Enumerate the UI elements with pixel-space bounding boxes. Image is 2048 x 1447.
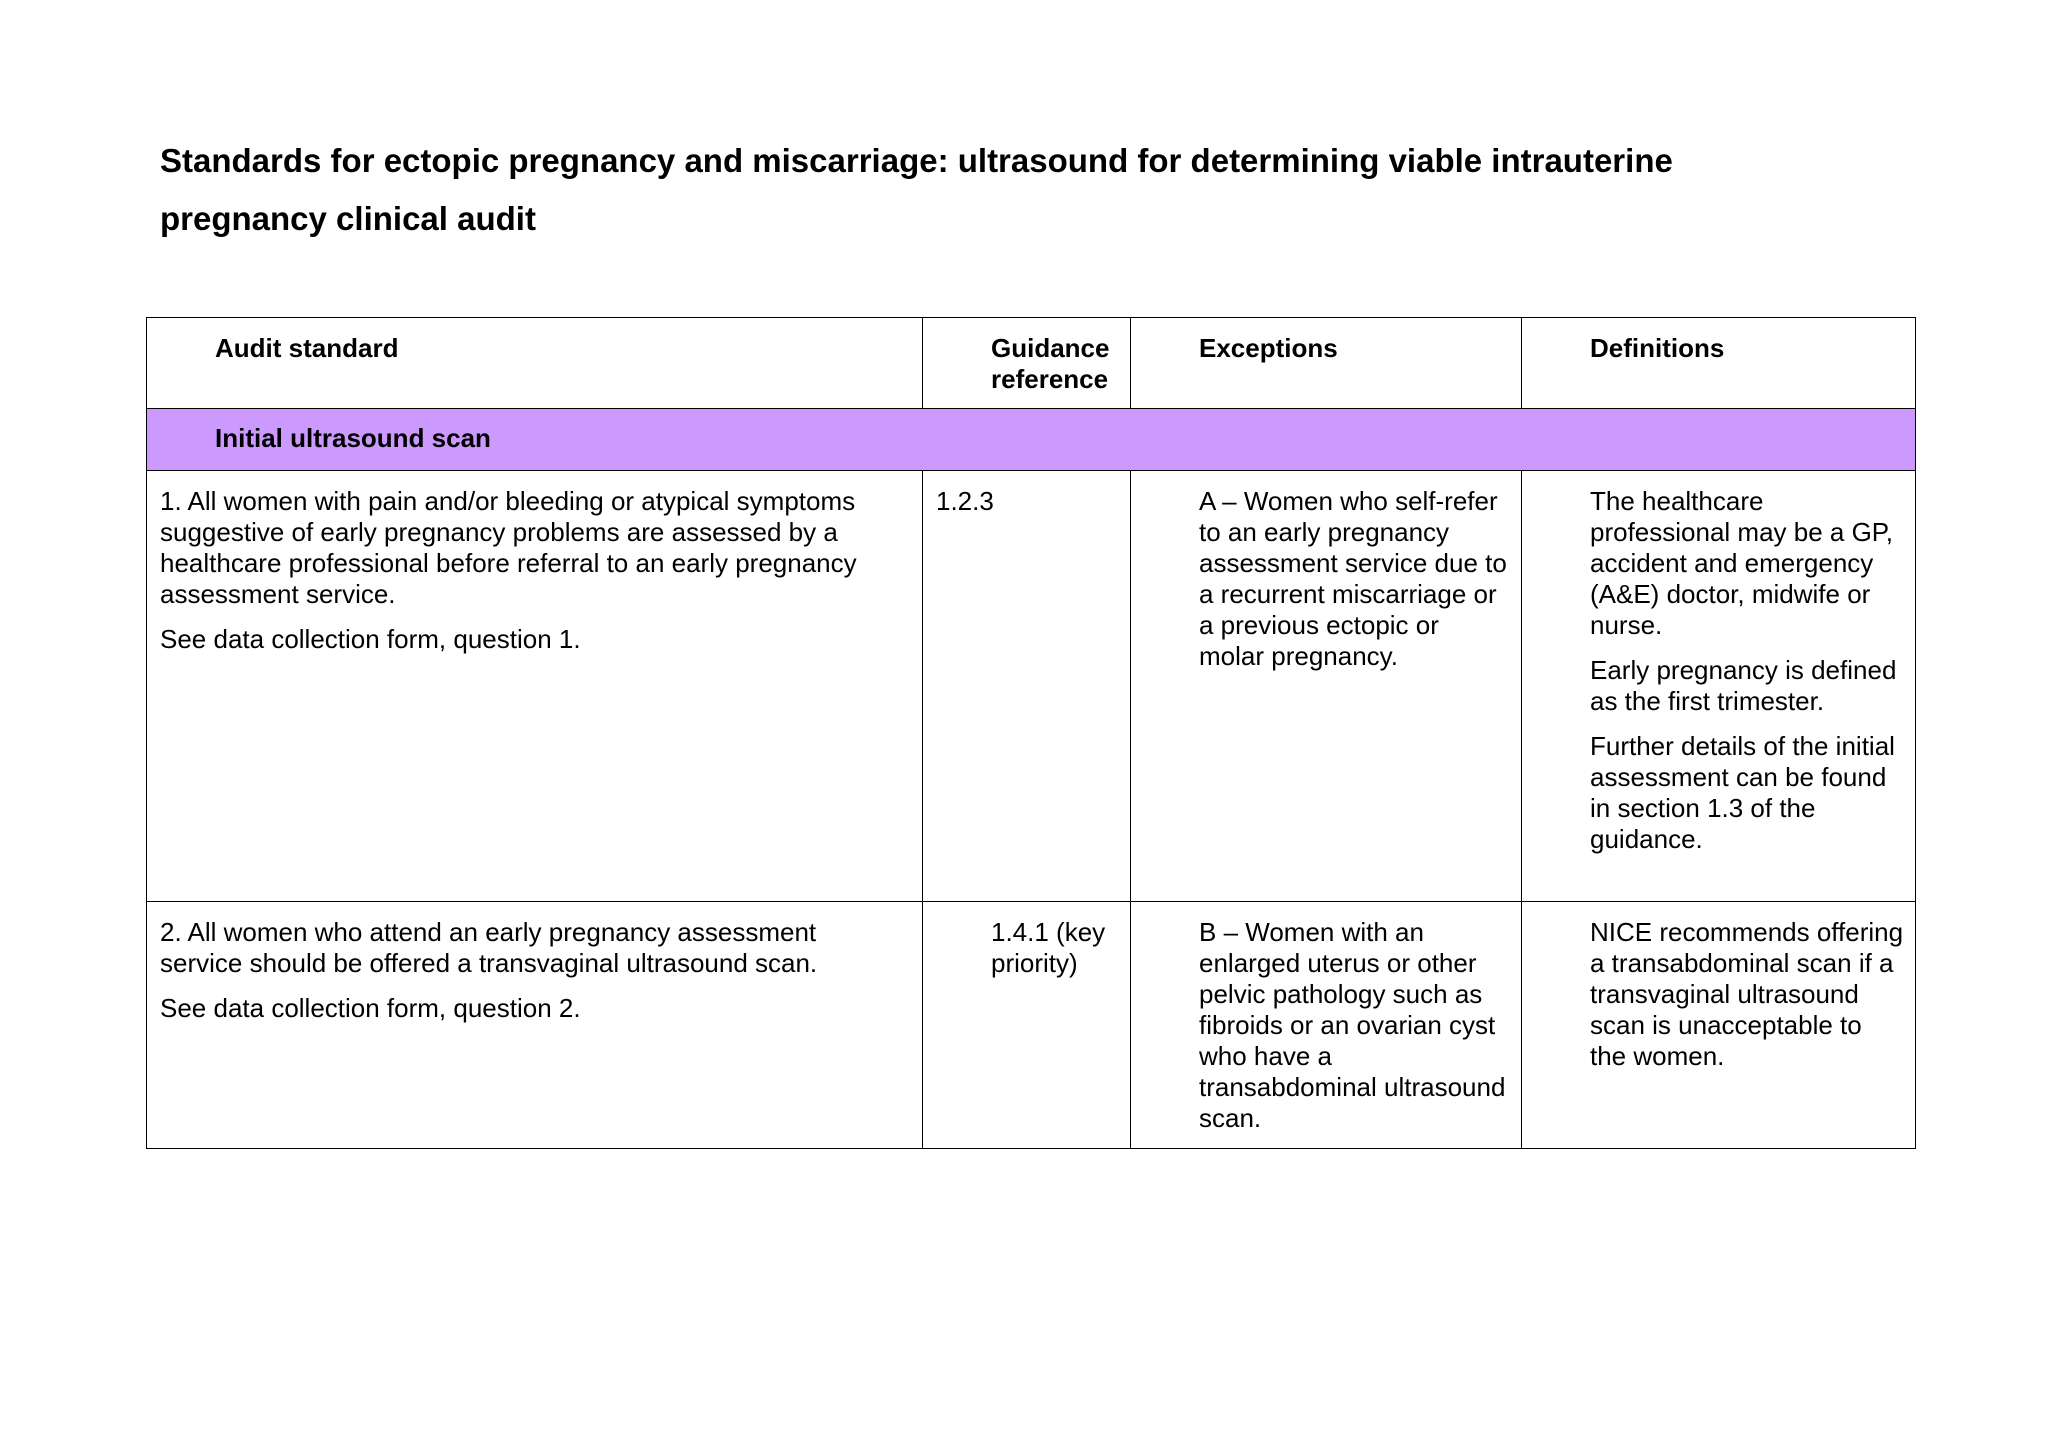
audit-standard-text: 1. All women with pain and/or bleeding or atypical symptoms suggestive of early pregnancy problems are assessed by a healthcare professional before referral to an early pregnancy assessment service.: [160, 486, 857, 609]
audit-standards-table: [146, 317, 1916, 1149]
document-title: Standards for ectopic pregnancy and miscarriage: ultrasound for determining viable intrauterine pregnancy clinical audit: [160, 142, 1673, 237]
definition-text: NICE recommends offering a transabdominal scan if a transvaginal ultrasound scan is unacceptable to the women.: [1590, 917, 1904, 1071]
definition-text: The healthcare professional may be a GP, accident and emergency (A&E) doctor, midwife or nurse.: [1590, 486, 1894, 640]
audit-standard-note: See data collection form, question 1.: [160, 624, 581, 654]
section-label: Initial ultrasound scan: [147, 409, 1916, 471]
definition-text: Further details of the initial assessment can be found in section 1.3 of the guidance.: [1590, 731, 1895, 854]
header-audit-standard: Audit standard: [147, 318, 923, 409]
table-row: [147, 471, 1916, 902]
exceptions-text: B – Women with an enlarged uterus or other pelvic pathology such as fibroids or an ovarian cyst who have a transabdominal ultrasound scan.: [1199, 917, 1506, 1133]
audit-standard-note: See data collection form, question 2.: [160, 993, 581, 1023]
exceptions-cell: [1131, 471, 1522, 902]
guidance-reference-cell: [923, 902, 1131, 1149]
guidance-reference-text: 1.2.3: [936, 486, 994, 516]
audit-standard-text: 2. All women who attend an early pregnancy assessment service should be offered a transvaginal ultrasound scan.: [160, 917, 818, 978]
definitions-cell: [1522, 902, 1916, 1149]
guidance-reference-text: 1.4.1 (key priority): [991, 917, 1106, 978]
section-row: [147, 409, 1916, 471]
exceptions-text: A – Women who self-refer to an early pregnancy assessment service due to a recurrent miscarriage or a previous ectopic or molar pregnancy.: [1199, 486, 1507, 671]
table-row: [147, 902, 1916, 1149]
header-guidance-reference: Guidance reference: [923, 318, 1131, 409]
definition-text: Early pregnancy is defined as the first trimester.: [1590, 655, 1897, 716]
header-exceptions: Exceptions: [1131, 318, 1522, 409]
definitions-cell: [1522, 471, 1916, 902]
table-header-row: [147, 318, 1916, 409]
guidance-reference-cell: [923, 471, 1131, 902]
exceptions-cell: [1131, 902, 1522, 1149]
audit-standard-cell: [147, 471, 923, 902]
audit-standard-cell: [147, 902, 923, 1149]
header-definitions: Definitions: [1522, 318, 1916, 409]
